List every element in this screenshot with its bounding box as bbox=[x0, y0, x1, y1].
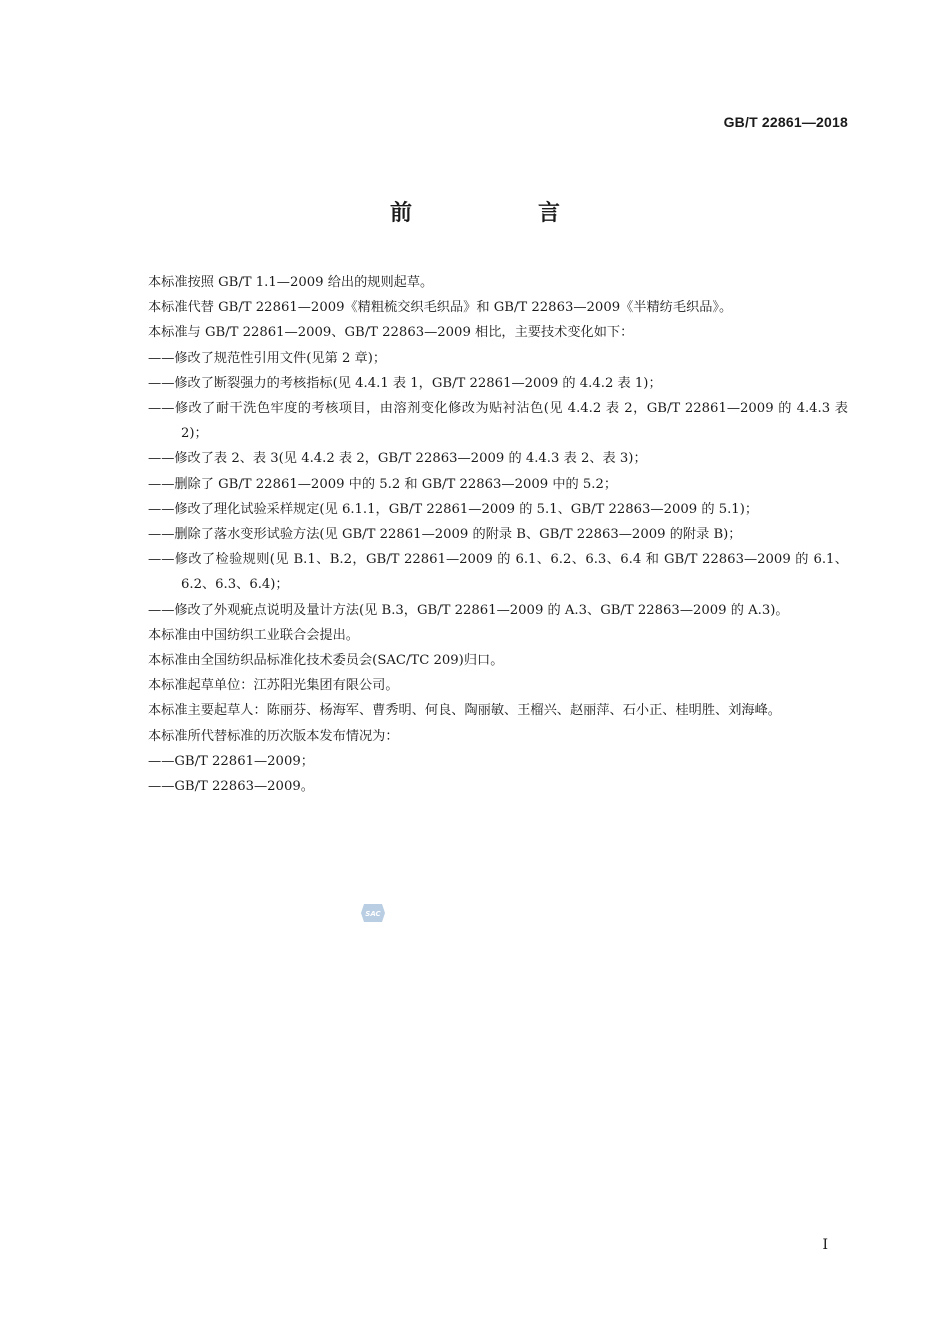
sac-logo-text: SAC bbox=[365, 910, 381, 918]
list-item: ——修改了表 2、表 3(见 4.4.2 表 2，GB/T 22863—2009 的 4.4.3 表 2、表 3)； bbox=[148, 451, 647, 467]
paragraph: 本标准起草单位：江苏阳光集团有限公司。 bbox=[148, 678, 399, 694]
page-title: 前 言 bbox=[389, 201, 612, 226]
list-item: ——删除了落水变形试验方法(见 GB/T 22861—2009 的附录 B、GB/T 22863—2009 的附录 B)； bbox=[148, 527, 742, 543]
page-number: I bbox=[822, 1237, 828, 1253]
list-item: ——删除了 GB/T 22861—2009 中的 5.2 和 GB/T 22863—2009 中的 5.2； bbox=[148, 476, 618, 492]
list-item: ——GB/T 22861—2009； bbox=[148, 753, 314, 769]
paragraph: 本标准按照 GB/T 1.1—2009 给出的规则起草。 bbox=[148, 275, 434, 290]
paragraph: 本标准由中国纺织工业联合会提出。 bbox=[148, 627, 359, 643]
paragraph: 本标准主要起草人：陈丽芬、杨海军、曹秀明、何良、陶丽敏、王榴兴、赵丽萍、石小正、桂明胜、刘海峰。 bbox=[148, 703, 781, 719]
list-item: ——修改了外观疵点说明及量计方法(见 B.3，GB/T 22861—2009 的 A.3、GB/T 22863—2009 的 A.3)。 bbox=[148, 602, 789, 618]
paragraph: 本标准与 GB/T 22861—2009、GB/T 22863—2009 相比，主要技术变化如下： bbox=[148, 325, 634, 341]
list-item: ——修改了规范性引用文件(见第 2 章)； bbox=[148, 350, 387, 366]
list-item: ——修改了检验规则(见 B.1、B.2，GB/T 22861—2009 的 6.1、6.2、6.3、6.4 和 GB/T 22863—2009 的 6.1、6.2、6.3、6.4)； bbox=[148, 552, 848, 593]
paragraph: 本标准代替 GB/T 22861—2009《精粗梳交织毛织品》和 GB/T 22863—2009《半精纺毛织品》。 bbox=[148, 300, 733, 316]
sac-logo-icon bbox=[360, 902, 386, 924]
paragraph: 本标准由全国纺织品标准化技术委员会(SAC/TC 209)归口。 bbox=[148, 653, 504, 669]
preface-body bbox=[115, 270, 848, 799]
paragraph: 本标准所代替标准的历次版本发布情况为： bbox=[148, 728, 399, 744]
list-item: ——修改了断裂强力的考核指标(见 4.4.1 表 1，GB/T 22861—2009 的 4.4.2 表 1)； bbox=[148, 375, 662, 391]
list-item: ——GB/T 22863—2009。 bbox=[148, 779, 314, 795]
standard-code: GB/T 22861—2018 bbox=[723, 114, 848, 130]
list-item: ——修改了耐干洗色牢度的考核项目，由溶剂变化修改为贴衬沾色(见 4.4.2 表 2，GB/T 22861—2009 的 4.4.3 表 2)； bbox=[148, 401, 848, 442]
list-item: ——修改了理化试验采样规定(见 6.1.1，GB/T 22861—2009 的 5.1、GB/T 22863—2009 的 5.1)； bbox=[148, 501, 759, 517]
